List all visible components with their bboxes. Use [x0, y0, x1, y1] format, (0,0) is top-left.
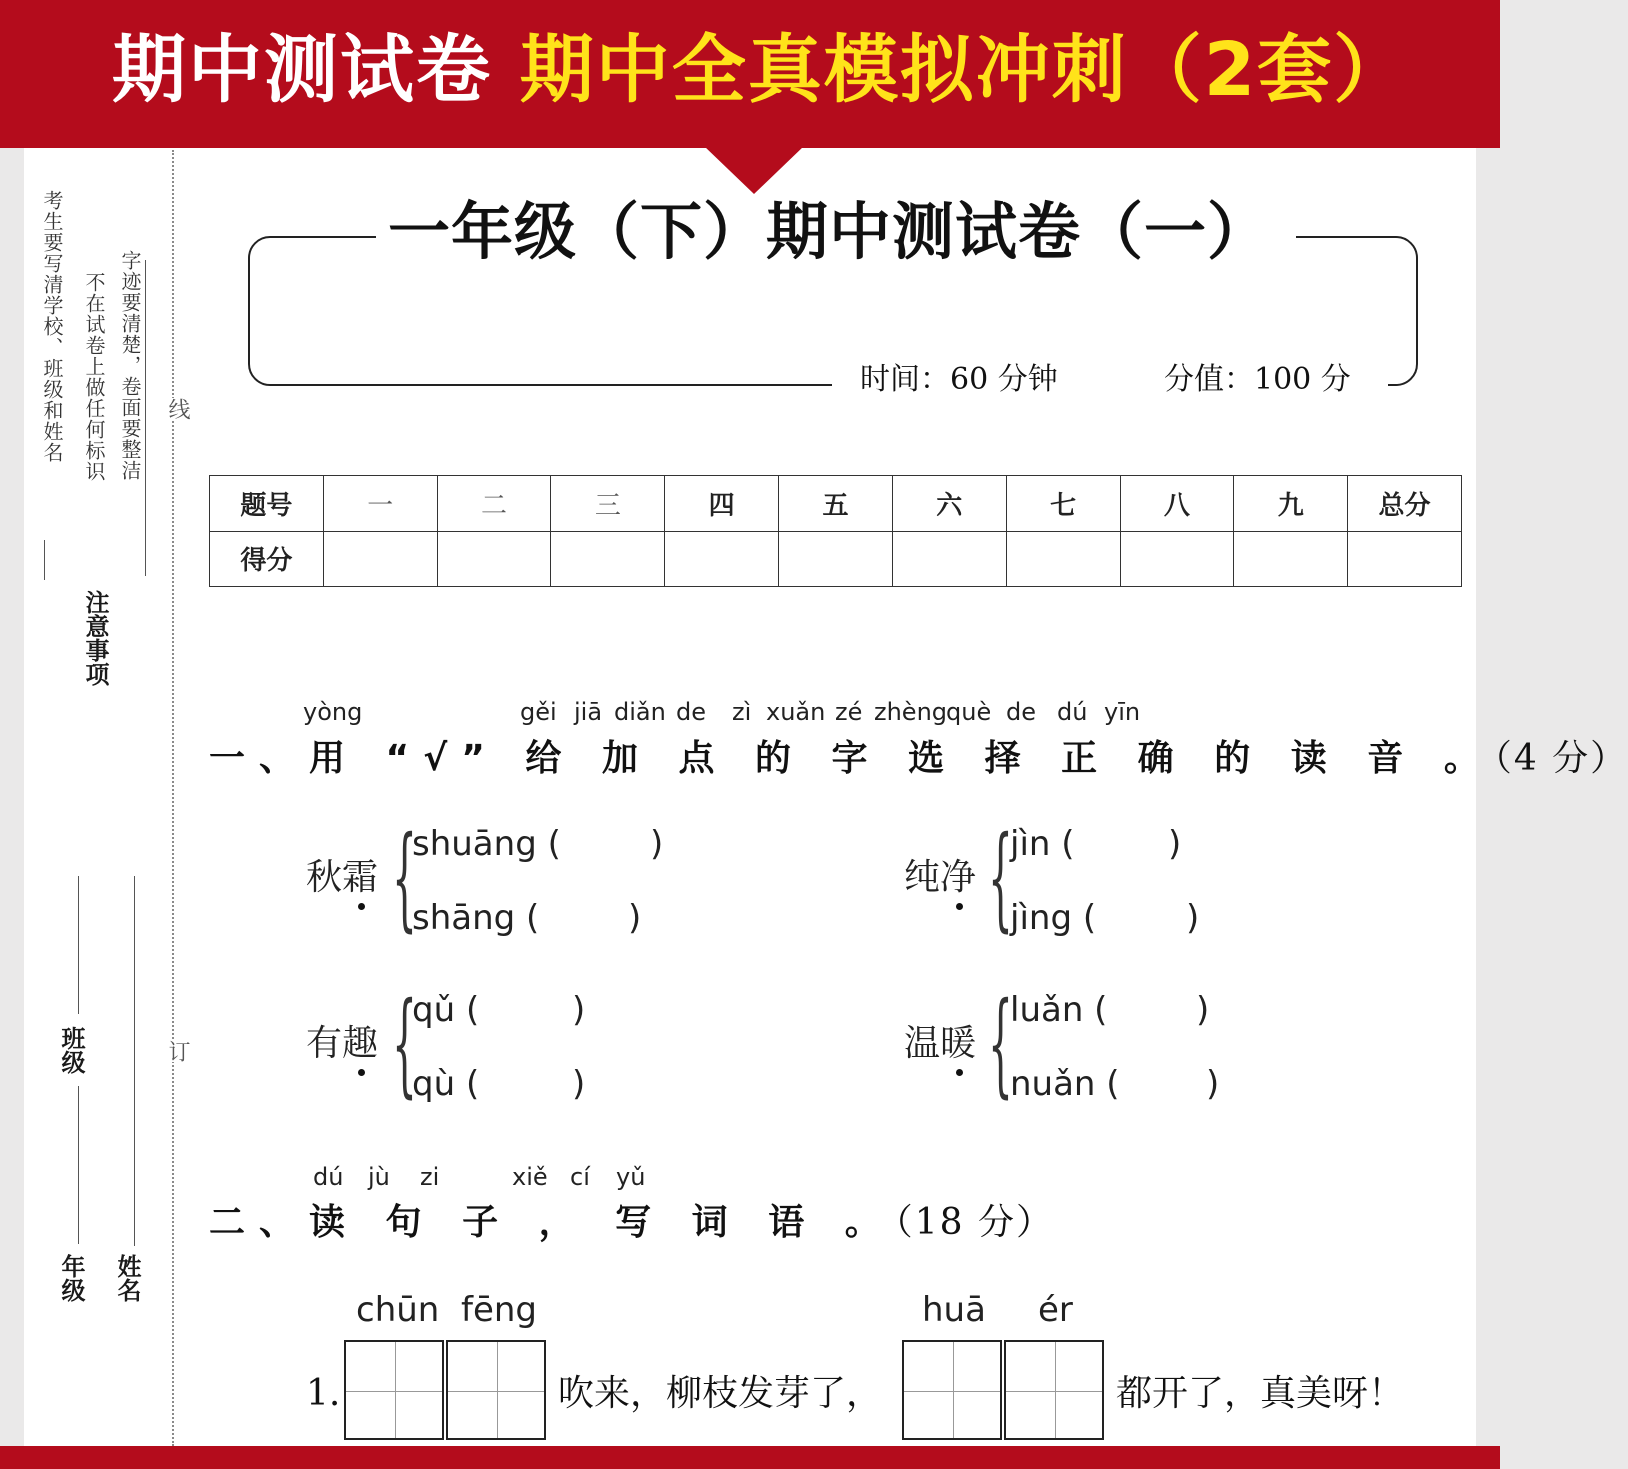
- q2-heading: [209, 1200, 1054, 1246]
- q1-answer-paren[interactable]: ): [1186, 898, 1200, 938]
- binding-line-label: 线: [162, 398, 193, 420]
- q1-answer-paren[interactable]: ): [1206, 1064, 1220, 1104]
- q2-number: 二、: [209, 1202, 310, 1243]
- q1-option: luǎn (: [1010, 990, 1108, 1030]
- q2-pinyin: cí: [570, 1163, 590, 1191]
- brace-icon: {: [988, 813, 1013, 943]
- score-col-2: 二: [437, 476, 551, 532]
- writing-grid-box[interactable]: [1004, 1340, 1104, 1440]
- notice-line-2: 不在试卷上做任何标识: [82, 272, 106, 482]
- q1-pinyin: de: [1006, 698, 1036, 726]
- score-cell[interactable]: [551, 531, 665, 587]
- q1-score: （4 分）: [1493, 738, 1628, 779]
- score-table-score-label: 得分: [210, 531, 324, 587]
- score-table-header-label: 题号: [210, 476, 324, 532]
- q1-option: jìn (: [1010, 824, 1075, 864]
- banner-title-yellow: 期中全真模拟冲刺（2套）: [519, 27, 1410, 113]
- class-field-line: [78, 876, 79, 1014]
- exam-time: 时间：60 分钟: [860, 362, 1058, 397]
- notice-line-1: 考生要写清学校、班级和姓名: [40, 190, 64, 463]
- score-col-7: 七: [1006, 476, 1120, 532]
- banner-title: [112, 22, 1409, 118]
- q2-pinyin: zi: [420, 1163, 440, 1191]
- notice-divider: [145, 260, 146, 576]
- q1-option: jìng (: [1010, 898, 1097, 938]
- notice-line-3: 字迹要清楚，卷面要整洁: [118, 250, 142, 481]
- score-cell[interactable]: [665, 531, 779, 587]
- writing-grid-box[interactable]: [446, 1340, 546, 1440]
- exam-score-total: 分值：100 分: [1164, 362, 1351, 397]
- name-field-line: [134, 876, 135, 1246]
- q1-pinyin: xuǎn: [766, 698, 826, 726]
- writing-grid-box[interactable]: [902, 1340, 1002, 1440]
- s1-middle-text: 吹来，柳枝发芽了，: [558, 1373, 883, 1414]
- brace-icon: {: [392, 813, 417, 943]
- q1-heading: [209, 736, 1628, 782]
- s1-pinyin-a: chūn: [356, 1290, 440, 1330]
- score-col-5: 五: [779, 476, 893, 532]
- q1-option: shuāng (: [412, 824, 561, 864]
- score-cell-total[interactable]: [1348, 531, 1462, 587]
- q2-pinyin: dú: [313, 1163, 344, 1191]
- score-cell[interactable]: [1120, 531, 1234, 587]
- s1-pinyin-a: fēng: [461, 1290, 538, 1330]
- q1-pinyin: zé: [835, 698, 863, 726]
- score-cell[interactable]: [323, 531, 437, 587]
- q1-pinyin: gěi: [520, 698, 557, 726]
- grade-field-label: 年级: [57, 1254, 85, 1302]
- score-col-9: 九: [1234, 476, 1348, 532]
- score-cell[interactable]: [1006, 531, 1120, 587]
- q1-number: 一、: [209, 738, 310, 779]
- brace-icon: {: [988, 979, 1013, 1109]
- emphasis-dot: [956, 903, 963, 910]
- s1-pinyin-b: ér: [1038, 1290, 1073, 1330]
- q2-pinyin: jù: [368, 1163, 390, 1191]
- q1-answer-paren[interactable]: ): [1196, 990, 1210, 1030]
- bottom-bar: [0, 1446, 1500, 1469]
- q1-word-2: 纯净: [904, 857, 977, 898]
- writing-grid-box[interactable]: [344, 1340, 444, 1440]
- q1-answer-paren[interactable]: ): [572, 1064, 586, 1104]
- binding-staple-label: 订: [162, 1040, 193, 1062]
- q2-pinyin: xiě: [512, 1163, 548, 1191]
- q1-answer-paren[interactable]: ): [1168, 824, 1182, 864]
- score-col-6: 六: [892, 476, 1006, 532]
- score-col-1: 一: [323, 476, 437, 532]
- exam-title: 一年级（下）期中测试卷（一）: [388, 195, 1271, 268]
- emphasis-dot: [358, 1069, 365, 1076]
- q1-pinyin: de: [676, 698, 706, 726]
- q1-pinyin: dú: [1057, 698, 1088, 726]
- score-col-4: 四: [665, 476, 779, 532]
- score-col-3: 三: [551, 476, 665, 532]
- name-field-label: 姓名: [113, 1254, 141, 1302]
- q1-pinyin: jiā: [574, 698, 603, 726]
- q1-option: nuǎn (: [1010, 1064, 1120, 1104]
- score-cell[interactable]: [892, 531, 1006, 587]
- score-cell[interactable]: [437, 531, 551, 587]
- q1-word-1: 秋霜: [306, 857, 379, 898]
- score-table-score-row: [210, 531, 1462, 587]
- banner-title-white: 期中测试卷: [112, 27, 492, 113]
- q1-option: shāng (: [412, 898, 540, 938]
- q1-option: qù (: [412, 1064, 480, 1104]
- score-cell[interactable]: [779, 531, 893, 587]
- q1-pinyin: què: [946, 698, 992, 726]
- notice-heading: 注意事项: [81, 590, 109, 686]
- s1-pinyin-b: huā: [922, 1290, 986, 1330]
- grade-field-line: [78, 1086, 79, 1244]
- q2-pinyin: yǔ: [616, 1163, 646, 1191]
- q1-option: qǔ (: [412, 990, 480, 1030]
- class-field-label: 班级: [57, 1026, 85, 1074]
- score-col-total: 总分: [1348, 476, 1462, 532]
- score-table: [209, 475, 1462, 587]
- q1-answer-paren[interactable]: ): [628, 898, 642, 938]
- q1-word-3: 有趣: [306, 1023, 379, 1064]
- q1-answer-paren[interactable]: ): [572, 990, 586, 1030]
- s1-end-text: 都开了，真美呀！: [1116, 1373, 1405, 1414]
- brace-icon: {: [392, 979, 417, 1109]
- q2-prompt: 读 句 子 ， 写 词 语 。: [309, 1202, 895, 1243]
- q1-prompt: 用 “√” 给 加 点 的 字 选 择 正 确 的 读 音 。: [309, 738, 1494, 779]
- emphasis-dot: [358, 903, 365, 910]
- q1-pinyin: yīn: [1104, 698, 1141, 726]
- score-col-8: 八: [1120, 476, 1234, 532]
- q1-pinyin: zì: [732, 698, 752, 726]
- q1-answer-paren[interactable]: ): [650, 824, 664, 864]
- q1-pinyin: yòng: [303, 698, 363, 726]
- q2-score: （18 分）: [894, 1202, 1055, 1243]
- score-table-header-row: [210, 476, 1462, 532]
- notice-bracket: [44, 540, 45, 580]
- binding-line: [172, 150, 174, 1446]
- emphasis-dot: [956, 1069, 963, 1076]
- s1-number: 1.: [306, 1373, 341, 1414]
- q1-pinyin: zhèng: [874, 698, 948, 726]
- q1-word-4: 温暖: [904, 1023, 977, 1064]
- banner-notch: [704, 146, 804, 194]
- q1-pinyin: diǎn: [614, 698, 666, 726]
- score-cell[interactable]: [1234, 531, 1348, 587]
